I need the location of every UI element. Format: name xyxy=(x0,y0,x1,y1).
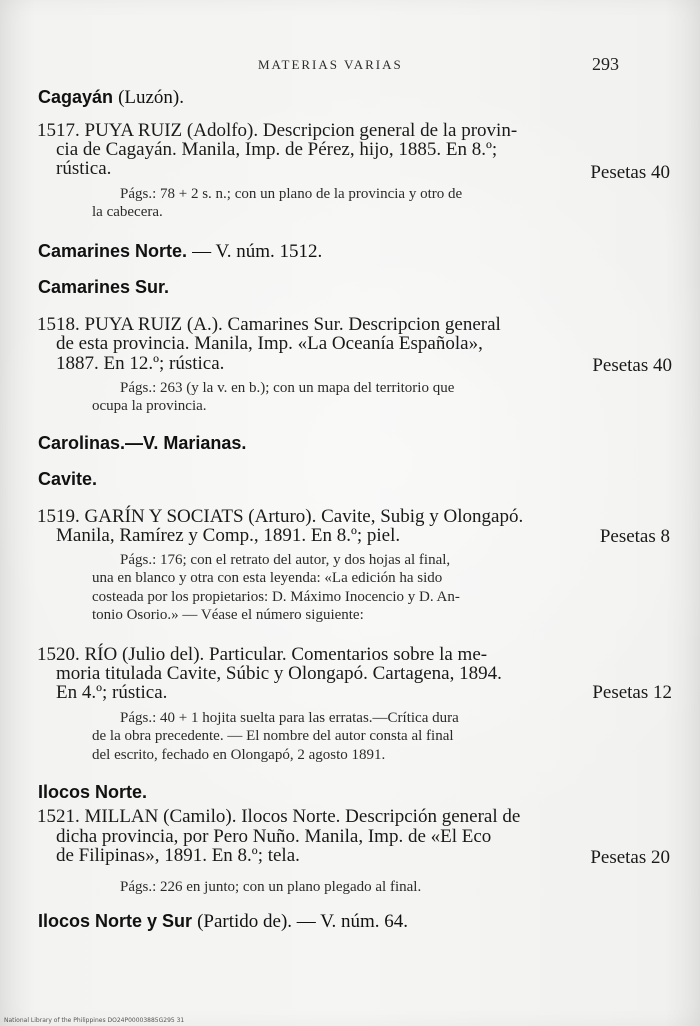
section-heading-bold: Carolinas.—V. Marianas. xyxy=(38,433,247,453)
entry-line: 1517. PUYA RUIZ (Adolfo). Descripcion general de la provin- xyxy=(37,120,518,141)
scan-credit: National Library of the Philippines DO24P00003885G295 31 xyxy=(4,1017,185,1024)
section-heading-bold: Cavite. xyxy=(38,469,98,489)
entry-line: de Filipinas», 1891. En 8.º; tela. xyxy=(56,845,300,866)
section-heading-normal: — V. núm. 1512. xyxy=(192,241,323,262)
entry-note: la cabecera. xyxy=(92,204,163,220)
section-heading-bold: Camarines Sur. xyxy=(38,277,170,297)
entry-line: dicha provincia, por Pero Nuño. Manila, Imp. de «El Eco xyxy=(56,826,492,847)
entry-note: Págs.: 176; con el retrato del autor, y dos hojas al final, xyxy=(120,552,451,568)
entry-note: Págs.: 78 + 2 s. n.; con un plano de la provincia y otro de xyxy=(120,186,463,202)
entry-price: Pesetas 12 xyxy=(592,682,672,703)
running-head: MATERIAS VARIAS xyxy=(258,57,403,72)
section-heading xyxy=(38,912,408,931)
entry-note: del escrito, fechado en Olongapó, 2 agosto 1891. xyxy=(92,747,386,763)
entry-line: 1518. PUYA RUIZ (A.). Camarines Sur. Descripcion general xyxy=(37,314,501,335)
page-number: 293 xyxy=(592,54,619,74)
section-heading-normal: (Partido de). — V. núm. 64. xyxy=(197,911,408,932)
entry-note: una en blanco y otra con esta leyenda: «La edición ha sido xyxy=(92,570,443,586)
section-heading xyxy=(38,783,147,801)
entry-line: de esta provincia. Manila, Imp. «La Oceanía Española», xyxy=(56,333,483,354)
entry-line: 1887. En 12.º; rústica. xyxy=(56,353,225,374)
section-heading-bold: Ilocos Norte. xyxy=(38,782,148,802)
entry-price: Pesetas 8 xyxy=(599,526,670,547)
entry-price: Pesetas 20 xyxy=(590,847,670,868)
section-heading-bold: Cagayán xyxy=(38,87,114,107)
entry-line: 1520. RÍO (Julio del). Particular. Comentarios sobre la me- xyxy=(37,644,488,665)
entry-note: Págs.: 226 en junto; con un plano plegado al final. xyxy=(120,879,422,895)
entry-line: Manila, Ramírez y Comp., 1891. En 8.º; piel. xyxy=(56,525,401,546)
section-heading-normal: (Luzón). xyxy=(118,87,185,108)
entry-line: 1519. GARÍN Y SOCIATS (Arturo). Cavite, Subig y Olongapó. xyxy=(37,506,524,527)
entry-note: Págs.: 40 + 1 hojita suelta para las erratas.—Crítica dura xyxy=(120,710,459,726)
section-heading-bold: Camarines Norte. xyxy=(38,241,188,261)
section-heading-bold: Ilocos Norte y Sur xyxy=(38,911,193,931)
section-heading xyxy=(38,470,97,488)
entry-note: tonio Osorio.» — Véase el número siguiente: xyxy=(92,607,364,623)
entry-note: Págs.: 263 (y la v. en b.); con un mapa del territorio que xyxy=(120,380,455,396)
section-heading xyxy=(38,278,169,296)
section-heading xyxy=(38,88,184,107)
entry-line: rústica. xyxy=(56,158,112,179)
section-heading xyxy=(38,242,322,261)
section-heading xyxy=(38,434,246,452)
entry-note: ocupa la provincia. xyxy=(92,398,207,414)
entry-price: Pesetas 40 xyxy=(592,355,672,376)
entry-price: Pesetas 40 xyxy=(590,162,670,183)
entry-note: costeada por los propietarios: D. Máximo Inocencio y D. An- xyxy=(92,589,460,605)
entry-line: moria titulada Cavite, Súbic y Olongapó. Cartagena, 1894. xyxy=(56,663,502,684)
entry-note: de la obra precedente. — El nombre del autor consta al final xyxy=(92,728,454,744)
entry-line: 1521. MILLAN (Camilo). Ilocos Norte. Descripción general de xyxy=(37,806,521,827)
entry-line: En 4.º; rústica. xyxy=(56,682,168,703)
entry-line: cia de Cagayán. Manila, Imp. de Pérez, hijo, 1885. En 8.º; xyxy=(56,139,498,160)
